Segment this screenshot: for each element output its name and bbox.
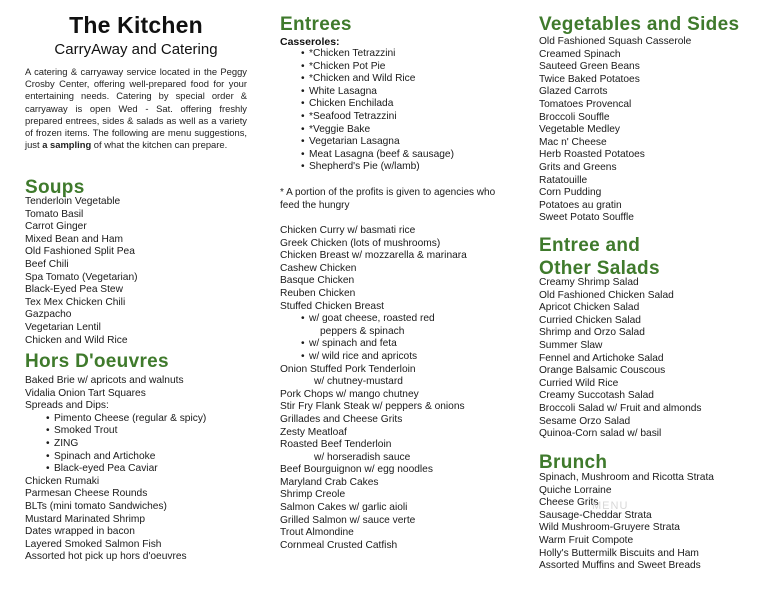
page-title: The Kitchen (69, 12, 203, 38)
salads-list (539, 277, 702, 441)
dip-item: • Black-eyed Pea Caviar (25, 463, 206, 476)
page-subtitle: CarryAway and Catering (54, 41, 218, 58)
entree-item: Basque Chicken (280, 275, 355, 287)
intro-bold: a sampling (42, 139, 92, 151)
profits-note: * A portion of the profits is given to agencies who feed the hungry (280, 187, 496, 211)
intro-text: A catering & carryaway service located in the Peggy Crosby Center, offering well-prepared food for your entertaining needs. Catering by special order & carryaway is open Wed - Sat. offering freshly prepared entrees, sides & salads as well as a variety of frozen items. The following are menu suggestions, just (25, 66, 247, 151)
casserole-item: • Shepherd's Pie (w/lamb) (280, 161, 454, 174)
vegetable-item: Grits and Greens (539, 161, 617, 173)
brunch-item: Sausage-Cheddar Strata (539, 509, 652, 521)
entree-item: Stir Fry Flank Steak w/ peppers & onions (280, 401, 465, 413)
entree-item: Grilled Salmon w/ sauce verte (280, 514, 416, 526)
vegetable-item: Twice Baked Potatoes (539, 73, 640, 85)
salad-item: Curried Chicken Salad (539, 314, 641, 326)
entree-item: Greek Chicken (lots of mushrooms) (280, 237, 441, 249)
salad-item: Creamy Succotash Salad (539, 390, 654, 402)
entree-item: Stuffed Chicken Breast (280, 300, 385, 312)
casserole-item: • *Chicken Tetrazzini (280, 48, 454, 61)
stuffed-option: • w/ spinach and feta (280, 338, 467, 351)
entree-item: Pork Chops w/ mango chutney (280, 388, 419, 400)
dip-item: • Pimento Cheese (regular & spicy) (25, 413, 206, 426)
vegetable-item: Broccoli Souffle (539, 111, 610, 123)
vegetable-item: Ratatouille (539, 174, 588, 186)
hors-doeuvres-heading: Hors D'oeuvres (25, 351, 169, 372)
soups-heading: Soups (25, 177, 85, 198)
dip-item: • Smoked Trout (25, 425, 206, 438)
casserole-item: • Chicken Enchilada (280, 98, 454, 111)
soup-item: Tenderloin Vegetable (25, 196, 121, 207)
casseroles-label: Casseroles: (280, 36, 340, 48)
vegetable-item: Vegetable Medley (539, 124, 620, 136)
entrees-list (280, 225, 467, 552)
stuffed-option-cont: peppers & spinach (320, 325, 405, 337)
soup-item: Black-Eyed Pea Stew (25, 284, 123, 296)
brunch-item: Quiche Lorraine (539, 484, 612, 496)
dip-item: • Spinach and Artichoke (25, 451, 206, 464)
salads-heading-2: Other Salads (539, 258, 660, 279)
entree-item: Roasted Beef Tenderloin (280, 439, 392, 451)
vegetable-item: Potatoes au gratin (539, 199, 622, 211)
salad-item: Apricot Chicken Salad (539, 302, 640, 314)
entrees-heading: Entrees (280, 14, 352, 35)
brunch-item: Warm Fruit Compote (539, 534, 634, 546)
dip-item: • ZING (25, 438, 206, 451)
hors-doeuvre-item: Dates wrapped in bacon (25, 526, 135, 538)
salad-item: Orange Balsamic Couscous (539, 365, 666, 377)
brunch-item: Assorted Muffins and Sweet Breads (539, 560, 701, 572)
soup-item: Tomato Basil (25, 208, 84, 220)
entree-item: Salmon Cakes w/ garlic aioli (280, 502, 408, 514)
vegetable-item: Tomatoes Provencal (539, 98, 632, 110)
salad-item: Broccoli Salad w/ Fruit and almonds (539, 402, 702, 414)
soup-item: Gazpacho (25, 309, 72, 321)
hors-doeuvre-item: Parmesan Cheese Rounds (25, 488, 148, 500)
vegetables-heading: Vegetables and Sides (539, 14, 740, 35)
soup-item: Spa Tomato (Vegetarian) (25, 271, 138, 283)
entree-item: Grillades and Cheese Grits (280, 413, 403, 425)
soup-item: Old Fashioned Split Pea (25, 246, 135, 258)
vegetable-item: Herb Roasted Potatoes (539, 149, 645, 161)
soups-list (25, 196, 138, 347)
watermark: MENU (592, 500, 629, 512)
casseroles-list (280, 48, 454, 174)
hors-doeuvre-item: Assorted hot pick up hors d'oeuvres (25, 551, 187, 563)
brunch-heading: Brunch (539, 452, 608, 473)
intro-end: of what the kitchen can prepare. (91, 139, 228, 151)
hors-doeuvre-item: Spreads and Dips: (25, 400, 109, 412)
entree-item: Chicken Breast w/ mozzarella & marinara (280, 250, 467, 262)
entree-item: Onion Stuffed Pork Tenderloin (280, 363, 416, 375)
hors-doeuvre-item: Vidalia Onion Tart Squares (25, 387, 146, 399)
entree-item: Reuben Chicken (280, 287, 356, 299)
stuffed-option: • w/ goat cheese, roasted red (280, 313, 467, 326)
brunch-item: Spinach, Mushroom and Ricotta Strata (539, 472, 714, 483)
entree-item: Chicken Curry w/ basmati rice (280, 225, 416, 236)
casserole-item: • Vegetarian Lasagna (280, 136, 454, 149)
soup-item: Carrot Ginger (25, 221, 87, 233)
soup-item: Tex Mex Chicken Chili (25, 296, 126, 308)
entree-item: Shrimp Creole (280, 489, 346, 501)
casserole-item: • *Veggie Bake (280, 124, 454, 137)
salad-item: Fennel and Artichoke Salad (539, 352, 664, 364)
salad-item: Creamy Shrimp Salad (539, 277, 639, 288)
vegetable-item: Corn Pudding (539, 187, 602, 199)
salad-item: Old Fashioned Chicken Salad (539, 289, 674, 301)
soup-item: Vegetarian Lentil (25, 321, 101, 333)
entree-item-cont: w/ chutney-mustard (314, 376, 403, 388)
casserole-item: • *Chicken Pot Pie (280, 61, 454, 74)
entree-item-cont: w/ horseradish sauce (314, 451, 411, 463)
entree-item: Zesty Meatloaf (280, 426, 347, 438)
brunch-list (539, 472, 714, 573)
salad-item: Sesame Orzo Salad (539, 415, 631, 427)
hors-doeuvre-item: BLTs (mini tomato Sandwiches) (25, 500, 167, 512)
vegetable-item: Sauteed Green Beans (539, 61, 640, 73)
casserole-item: • *Chicken and Wild Rice (280, 73, 454, 86)
vegetable-item: Creamed Spinach (539, 48, 621, 60)
intro-paragraph (25, 66, 247, 151)
stuffed-option: • w/ wild rice and apricots (280, 351, 467, 364)
hors-doeuvre-item: Chicken Rumaki (25, 475, 100, 487)
vegetables-list (539, 36, 691, 225)
hors-doeuvres-list (25, 375, 206, 564)
casserole-item: • White Lasagna (280, 86, 454, 99)
soup-item: Mixed Bean and Ham (25, 233, 123, 245)
entree-item: Cornmeal Crusted Catfish (280, 539, 398, 551)
brunch-item: Cheese Grits (539, 497, 599, 509)
casserole-item: • Meat Lasagna (beef & sausage) (280, 149, 454, 162)
entree-item: Maryland Crab Cakes (280, 476, 379, 488)
brunch-item: Wild Mushroom-Gruyere Strata (539, 522, 680, 534)
entree-item: Beef Bourguignon w/ egg noodles (280, 464, 433, 476)
vegetable-item: Mac n' Cheese (539, 136, 607, 148)
soup-item: Chicken and Wild Rice (25, 334, 128, 346)
hors-doeuvre-item: Mustard Marinated Shrimp (25, 513, 146, 525)
salad-item: Curried Wild Rice (539, 377, 619, 389)
casserole-item: • *Seafood Tetrazzini (280, 111, 454, 124)
entree-item: Trout Almondine (280, 527, 354, 539)
salad-item: Quinoa-Corn salad w/ basil (539, 428, 662, 440)
vegetable-item: Glazed Carrots (539, 86, 608, 98)
brunch-item: Holly's Buttermilk Biscuits and Ham (539, 547, 699, 559)
salad-item: Shrimp and Orzo Salad (539, 327, 645, 339)
hors-doeuvre-item: Baked Brie w/ apricots and walnuts (25, 375, 184, 386)
soup-item: Beef Chili (25, 258, 69, 270)
salad-item: Summer Slaw (539, 339, 603, 351)
salads-heading-1: Entree and (539, 235, 641, 256)
vegetable-item: Sweet Potato Souffle (539, 212, 634, 224)
hors-doeuvre-item: Layered Smoked Salmon Fish (25, 538, 162, 550)
entree-item: Cashew Chicken (280, 262, 357, 274)
vegetable-item: Old Fashioned Squash Casserole (539, 36, 692, 47)
